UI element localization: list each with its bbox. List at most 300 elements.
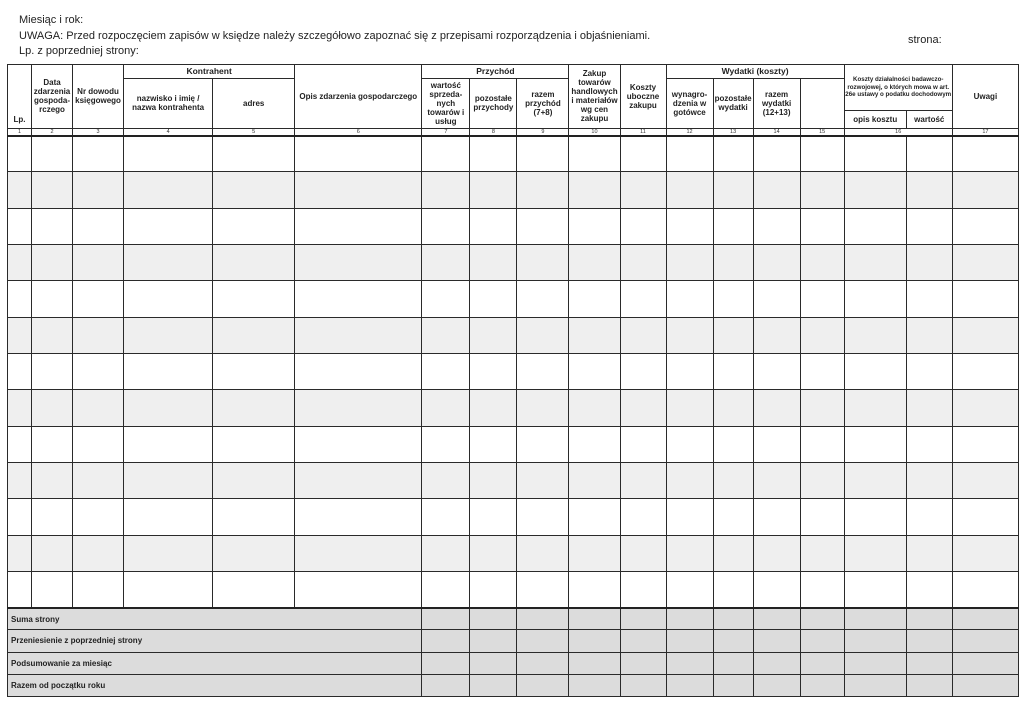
- ledger-entry-cell[interactable]: [713, 571, 753, 607]
- ledger-entry-cell[interactable]: [620, 462, 666, 498]
- ledger-entry-cell[interactable]: [295, 499, 422, 535]
- ledger-entry-cell[interactable]: [666, 172, 713, 208]
- ledger-entry-cell[interactable]: [422, 571, 470, 607]
- summary-cell[interactable]: [422, 652, 470, 674]
- ledger-entry-cell[interactable]: [422, 136, 470, 172]
- ledger-entry-cell[interactable]: [753, 353, 800, 389]
- summary-cell[interactable]: [844, 608, 906, 630]
- col-expenses-group-header: Wydatki (koszty): [666, 65, 844, 79]
- ledger-entry-cell[interactable]: [952, 172, 1018, 208]
- ledger-entry-cell[interactable]: [753, 462, 800, 498]
- ledger-entry-cell[interactable]: [800, 462, 844, 498]
- ledger-entry-cell[interactable]: [952, 353, 1018, 389]
- ledger-entry-cell[interactable]: [906, 353, 952, 389]
- ledger-entry-cell[interactable]: [666, 390, 713, 426]
- summary-cell[interactable]: [952, 652, 1018, 674]
- ledger-entry-cell[interactable]: [422, 390, 470, 426]
- ledger-entry-cell[interactable]: [8, 426, 32, 462]
- summary-cell[interactable]: [666, 630, 713, 652]
- ledger-entry-cell[interactable]: [800, 353, 844, 389]
- ledger-entry-cell[interactable]: [73, 353, 124, 389]
- column-number: 1: [8, 128, 32, 136]
- ledger-entry-cell[interactable]: [32, 136, 73, 172]
- ledger-entry-cell[interactable]: [422, 245, 470, 281]
- ledger-entry-cell[interactable]: [124, 462, 213, 498]
- ledger-entry-cell[interactable]: [295, 281, 422, 317]
- ledger-entry-cell[interactable]: [800, 535, 844, 571]
- ledger-entry-cell[interactable]: [713, 390, 753, 426]
- ledger-entry-cell[interactable]: [124, 172, 213, 208]
- ledger-entry-cell[interactable]: [32, 245, 73, 281]
- ledger-entry-cell[interactable]: [906, 317, 952, 353]
- ledger-entry-cell[interactable]: [753, 281, 800, 317]
- ledger-entry-cell[interactable]: [952, 245, 1018, 281]
- ledger-entry-cell[interactable]: [213, 208, 295, 244]
- ledger-entry-cell[interactable]: [8, 353, 32, 389]
- ledger-entry-cell[interactable]: [470, 172, 517, 208]
- ledger-entry-cell[interactable]: [422, 426, 470, 462]
- summary-cell[interactable]: [844, 674, 906, 696]
- ledger-entry-cell[interactable]: [470, 281, 517, 317]
- ledger-entry-cell[interactable]: [124, 353, 213, 389]
- ledger-entry-cell[interactable]: [569, 353, 620, 389]
- ledger-entry-cell[interactable]: [213, 535, 295, 571]
- ledger-entry-cell[interactable]: [906, 136, 952, 172]
- ledger-entry-cell[interactable]: [906, 208, 952, 244]
- ledger-entry-cell[interactable]: [713, 426, 753, 462]
- ledger-entry-cell[interactable]: [470, 571, 517, 607]
- ledger-entry-cell[interactable]: [124, 245, 213, 281]
- summary-cell[interactable]: [844, 630, 906, 652]
- ledger-entry-cell[interactable]: [124, 571, 213, 607]
- ledger-entry-cell[interactable]: [952, 136, 1018, 172]
- ledger-entry-cell[interactable]: [666, 499, 713, 535]
- ledger-entry-cell[interactable]: [569, 462, 620, 498]
- ledger-entry-cell[interactable]: [620, 390, 666, 426]
- ledger-entry-cell[interactable]: [844, 281, 906, 317]
- ledger-entry-cell[interactable]: [844, 571, 906, 607]
- ledger-entry-cell[interactable]: [753, 172, 800, 208]
- ledger-entry-cell[interactable]: [8, 245, 32, 281]
- ledger-entry-cell[interactable]: [800, 208, 844, 244]
- ledger-entry-cell[interactable]: [753, 499, 800, 535]
- ledger-entry-cell[interactable]: [32, 281, 73, 317]
- ledger-entry-cell[interactable]: [73, 499, 124, 535]
- ledger-entry-cell[interactable]: [952, 317, 1018, 353]
- ledger-entry-cell[interactable]: [713, 317, 753, 353]
- col-expenses-total-header: razem wydatki (12+13): [753, 79, 800, 128]
- page-number-label: strona:: [908, 34, 942, 46]
- ledger-entry-cell[interactable]: [666, 353, 713, 389]
- col-date-header: Data zdarzenia gospoda-rczego: [32, 65, 73, 129]
- ledger-entry-cell[interactable]: [569, 535, 620, 571]
- ledger-entry-cell[interactable]: [713, 281, 753, 317]
- ledger-entry-cell[interactable]: [32, 426, 73, 462]
- ledger-entry-cell[interactable]: [295, 208, 422, 244]
- ledger-entry-cell[interactable]: [844, 535, 906, 571]
- ledger-entry-cell[interactable]: [800, 136, 844, 172]
- ledger-entry-cell[interactable]: [517, 208, 569, 244]
- summary-cell[interactable]: [952, 608, 1018, 630]
- summary-cell[interactable]: [800, 652, 844, 674]
- ledger-entry-cell[interactable]: [952, 462, 1018, 498]
- ledger-entry-cell[interactable]: [952, 390, 1018, 426]
- ledger-entry-cell[interactable]: [713, 172, 753, 208]
- ledger-entry-cell[interactable]: [470, 245, 517, 281]
- ledger-entry-cell[interactable]: [73, 172, 124, 208]
- ledger-entry-cell[interactable]: [470, 499, 517, 535]
- ledger-entry-cell[interactable]: [295, 136, 422, 172]
- ledger-entry-cell[interactable]: [517, 172, 569, 208]
- summary-cell[interactable]: [666, 608, 713, 630]
- ledger-entry-cell[interactable]: [470, 426, 517, 462]
- ledger-entry-cell[interactable]: [844, 462, 906, 498]
- ledger-entry-cell[interactable]: [800, 172, 844, 208]
- column-number: 8: [470, 128, 517, 136]
- ledger-entry-cell[interactable]: [906, 281, 952, 317]
- ledger-entry-cell[interactable]: [569, 208, 620, 244]
- ledger-entry-cell[interactable]: [952, 571, 1018, 607]
- ledger-entry-cell[interactable]: [295, 426, 422, 462]
- ledger-entry-cell[interactable]: [713, 136, 753, 172]
- ledger-entry-cell[interactable]: [800, 571, 844, 607]
- summary-cell[interactable]: [753, 674, 800, 696]
- ledger-entry-cell[interactable]: [713, 535, 753, 571]
- col-doc-no-header: Nr dowodu księgowego: [73, 65, 124, 129]
- ledger-entry-cell[interactable]: [73, 426, 124, 462]
- ledger-entry-cell[interactable]: [213, 390, 295, 426]
- ledger-entry-cell[interactable]: [124, 390, 213, 426]
- ledger-entry-cell[interactable]: [753, 136, 800, 172]
- ledger-entry-cell[interactable]: [753, 535, 800, 571]
- ledger-entry-cell[interactable]: [470, 462, 517, 498]
- ledger-entry-cell[interactable]: [753, 245, 800, 281]
- ledger-entry-cell[interactable]: [8, 172, 32, 208]
- ledger-entry-cell[interactable]: [295, 535, 422, 571]
- summary-cell[interactable]: [470, 630, 517, 652]
- col-research-description-header: opis kosztu: [844, 111, 906, 128]
- ledger-entry-cell[interactable]: [32, 535, 73, 571]
- summary-cell[interactable]: [620, 608, 666, 630]
- ledger-entry-cell[interactable]: [753, 426, 800, 462]
- ledger-entry-cell[interactable]: [213, 245, 295, 281]
- summary-cell[interactable]: [800, 608, 844, 630]
- ledger-entry-cell[interactable]: [517, 317, 569, 353]
- ledger-entry-cell[interactable]: [32, 317, 73, 353]
- ledger-entry-cell[interactable]: [422, 208, 470, 244]
- ledger-entry-cell[interactable]: [517, 136, 569, 172]
- ledger-entry-cell[interactable]: [844, 136, 906, 172]
- ledger-entry-cell[interactable]: [666, 462, 713, 498]
- ledger-entry-cell[interactable]: [952, 499, 1018, 535]
- summary-cell[interactable]: [666, 652, 713, 674]
- col-revenue-sales-header: wartość sprzeda-nych towarów i usług: [422, 79, 470, 128]
- ledger-entry-cell[interactable]: [620, 172, 666, 208]
- ledger-entry-cell[interactable]: [213, 499, 295, 535]
- ledger-entry-cell[interactable]: [124, 426, 213, 462]
- ledger-entry-cell[interactable]: [470, 390, 517, 426]
- ledger-entry-cell[interactable]: [73, 535, 124, 571]
- ledger-entry-cell[interactable]: [32, 390, 73, 426]
- ledger-entry-cell[interactable]: [32, 499, 73, 535]
- ledger-entry-cell[interactable]: [8, 136, 32, 172]
- ledger-entry-cell[interactable]: [666, 571, 713, 607]
- ledger-entry-cell[interactable]: [569, 390, 620, 426]
- ledger-entry-cell[interactable]: [620, 245, 666, 281]
- ledger-entry-cell[interactable]: [8, 499, 32, 535]
- summary-cell[interactable]: [422, 674, 470, 696]
- ledger-entry-cell[interactable]: [517, 535, 569, 571]
- summary-cell[interactable]: [569, 608, 620, 630]
- summary-cell[interactable]: [952, 674, 1018, 696]
- ledger-entry-cell[interactable]: [800, 426, 844, 462]
- summary-cell[interactable]: [422, 630, 470, 652]
- ledger-entry-cell[interactable]: [569, 281, 620, 317]
- ledger-entry-cell[interactable]: [470, 136, 517, 172]
- ledger-entry-cell[interactable]: [906, 535, 952, 571]
- column-number: 11: [620, 128, 666, 136]
- ledger-entry-cell[interactable]: [569, 426, 620, 462]
- ledger-entry-cell[interactable]: [422, 281, 470, 317]
- ledger-entry-cell[interactable]: [213, 426, 295, 462]
- col-contractor-address-header: adres: [213, 79, 295, 128]
- ledger-entry-cell[interactable]: [8, 535, 32, 571]
- summary-cell[interactable]: [470, 674, 517, 696]
- ledger-entry-cell[interactable]: [295, 245, 422, 281]
- entry-rows: [8, 136, 1019, 608]
- summary-cell[interactable]: [906, 674, 952, 696]
- ledger-entry-cell[interactable]: [73, 136, 124, 172]
- ledger-entry-cell[interactable]: [422, 462, 470, 498]
- ledger-entry-cell[interactable]: [620, 208, 666, 244]
- ledger-entry-cell[interactable]: [620, 317, 666, 353]
- summary-label-month-total: Podsumowanie za miesiąc: [8, 652, 422, 674]
- summary-cell[interactable]: [569, 674, 620, 696]
- ledger-entry-cell[interactable]: [517, 571, 569, 607]
- summary-cell[interactable]: [753, 652, 800, 674]
- ledger-entry-cell[interactable]: [906, 172, 952, 208]
- ledger-entry-cell[interactable]: [470, 353, 517, 389]
- ledger-entry-cell[interactable]: [517, 281, 569, 317]
- ledger-entry-cell[interactable]: [906, 571, 952, 607]
- ledger-entry-cell[interactable]: [213, 317, 295, 353]
- ledger-entry-cell[interactable]: [569, 172, 620, 208]
- ledger-entry-cell[interactable]: [666, 208, 713, 244]
- ledger-entry-cell[interactable]: [295, 571, 422, 607]
- ledger-entry-cell[interactable]: [295, 462, 422, 498]
- summary-cell[interactable]: [952, 630, 1018, 652]
- ledger-entry-cell[interactable]: [844, 317, 906, 353]
- ledger-entry-cell[interactable]: [906, 390, 952, 426]
- ledger-entry-cell[interactable]: [295, 390, 422, 426]
- summary-cell[interactable]: [620, 674, 666, 696]
- summary-cell[interactable]: [569, 630, 620, 652]
- summary-cell[interactable]: [517, 652, 569, 674]
- ledger-entry-cell[interactable]: [73, 208, 124, 244]
- ledger-entry-cell[interactable]: [8, 462, 32, 498]
- ledger-entry-cell[interactable]: [8, 390, 32, 426]
- ledger-entry-cell[interactable]: [213, 571, 295, 607]
- ledger-entry-cell[interactable]: [32, 353, 73, 389]
- ledger-entry-cell[interactable]: [952, 535, 1018, 571]
- summary-cell[interactable]: [713, 652, 753, 674]
- ledger-entry-cell[interactable]: [800, 390, 844, 426]
- ledger-entry-cell[interactable]: [422, 317, 470, 353]
- ledger-entry-cell[interactable]: [753, 571, 800, 607]
- ledger-entry-cell[interactable]: [844, 426, 906, 462]
- ledger-entry-cell[interactable]: [8, 281, 32, 317]
- ledger-entry-cell[interactable]: [844, 390, 906, 426]
- ledger-entry-cell[interactable]: [753, 208, 800, 244]
- ledger-entry-cell[interactable]: [470, 208, 517, 244]
- ledger-entry-row: [8, 245, 1019, 281]
- summary-cell[interactable]: [470, 608, 517, 630]
- summary-cell[interactable]: [620, 630, 666, 652]
- summary-cell[interactable]: [422, 608, 470, 630]
- summary-cell[interactable]: [906, 608, 952, 630]
- ledger-entry-cell[interactable]: [569, 317, 620, 353]
- ledger-entry-cell[interactable]: [124, 136, 213, 172]
- ledger-entry-cell[interactable]: [666, 245, 713, 281]
- ledger-entry-cell[interactable]: [73, 571, 124, 607]
- ledger-entry-cell[interactable]: [422, 353, 470, 389]
- ledger-entry-cell[interactable]: [952, 208, 1018, 244]
- ledger-entry-cell[interactable]: [517, 499, 569, 535]
- ledger-entry-cell[interactable]: [800, 245, 844, 281]
- ledger-entry-cell[interactable]: [666, 317, 713, 353]
- ledger-entry-cell[interactable]: [295, 317, 422, 353]
- ledger-entry-cell[interactable]: [213, 136, 295, 172]
- summary-cell[interactable]: [713, 674, 753, 696]
- col-lp-header: Lp.: [8, 65, 32, 129]
- ledger-entry-cell[interactable]: [73, 317, 124, 353]
- summary-cell[interactable]: [753, 608, 800, 630]
- summary-cell[interactable]: [470, 652, 517, 674]
- ledger-entry-cell[interactable]: [666, 535, 713, 571]
- ledger-entry-cell[interactable]: [952, 426, 1018, 462]
- summary-cell[interactable]: [906, 630, 952, 652]
- ledger-entry-cell[interactable]: [213, 281, 295, 317]
- ledger-entry-cell[interactable]: [517, 426, 569, 462]
- summary-cell[interactable]: [620, 652, 666, 674]
- ledger-entry-cell[interactable]: [906, 426, 952, 462]
- ledger-entry-cell[interactable]: [800, 499, 844, 535]
- ledger-entry-cell[interactable]: [32, 208, 73, 244]
- ledger-entry-cell[interactable]: [73, 245, 124, 281]
- ledger-entry-cell[interactable]: [32, 172, 73, 208]
- ledger-entry-cell[interactable]: [666, 426, 713, 462]
- summary-cell[interactable]: [666, 674, 713, 696]
- ledger-entry-cell[interactable]: [844, 353, 906, 389]
- ledger-entry-cell[interactable]: [8, 208, 32, 244]
- ledger-entry-cell[interactable]: [517, 245, 569, 281]
- ledger-entry-cell[interactable]: [906, 462, 952, 498]
- ledger-entry-cell[interactable]: [569, 499, 620, 535]
- summary-cell[interactable]: [713, 630, 753, 652]
- ledger-entry-cell[interactable]: [620, 281, 666, 317]
- ledger-entry-cell[interactable]: [713, 353, 753, 389]
- summary-cell[interactable]: [517, 630, 569, 652]
- summary-cell[interactable]: [800, 674, 844, 696]
- summary-cell[interactable]: [906, 652, 952, 674]
- ledger-entry-row: [8, 426, 1019, 462]
- ledger-entry-cell[interactable]: [713, 462, 753, 498]
- ledger-entry-cell[interactable]: [470, 317, 517, 353]
- ledger-entry-cell[interactable]: [753, 317, 800, 353]
- ledger-entry-cell[interactable]: [800, 281, 844, 317]
- ledger-entry-cell[interactable]: [517, 390, 569, 426]
- ledger-entry-cell[interactable]: [569, 571, 620, 607]
- ledger-entry-cell[interactable]: [620, 535, 666, 571]
- summary-cell[interactable]: [569, 652, 620, 674]
- ledger-entry-cell[interactable]: [666, 281, 713, 317]
- ledger-entry-cell[interactable]: [295, 353, 422, 389]
- ledger-entry-cell[interactable]: [213, 353, 295, 389]
- ledger-entry-cell[interactable]: [517, 353, 569, 389]
- ledger-entry-cell[interactable]: [713, 245, 753, 281]
- ledger-entry-cell[interactable]: [713, 499, 753, 535]
- ledger-entry-cell[interactable]: [8, 571, 32, 607]
- ledger-entry-cell[interactable]: [32, 462, 73, 498]
- ledger-entry-cell[interactable]: [213, 172, 295, 208]
- ledger-entry-cell[interactable]: [422, 172, 470, 208]
- ledger-entry-cell[interactable]: [844, 499, 906, 535]
- ledger-entry-cell[interactable]: [844, 172, 906, 208]
- summary-cell[interactable]: [517, 608, 569, 630]
- ledger-entry-cell[interactable]: [906, 499, 952, 535]
- ledger-entry-cell[interactable]: [124, 535, 213, 571]
- ledger-entry-cell[interactable]: [666, 136, 713, 172]
- summary-cell[interactable]: [753, 630, 800, 652]
- col-remarks-header: Uwagi: [952, 65, 1018, 129]
- ledger-entry-cell[interactable]: [844, 245, 906, 281]
- ledger-entry-cell[interactable]: [620, 499, 666, 535]
- ledger-entry-cell[interactable]: [753, 390, 800, 426]
- ledger-entry-cell[interactable]: [73, 281, 124, 317]
- ledger-entry-cell[interactable]: [32, 571, 73, 607]
- summary-cell[interactable]: [800, 630, 844, 652]
- ledger-entry-cell[interactable]: [952, 281, 1018, 317]
- ledger-entry-cell[interactable]: [422, 499, 470, 535]
- ledger-entry-cell[interactable]: [569, 245, 620, 281]
- ledger-entry-cell[interactable]: [124, 499, 213, 535]
- ledger-entry-cell[interactable]: [470, 535, 517, 571]
- ledger-entry-cell[interactable]: [124, 317, 213, 353]
- ledger-entry-cell[interactable]: [422, 535, 470, 571]
- ledger-entry-cell[interactable]: [844, 208, 906, 244]
- ledger-entry-cell[interactable]: [124, 208, 213, 244]
- ledger-entry-cell[interactable]: [124, 281, 213, 317]
- ledger-entry-cell[interactable]: [295, 172, 422, 208]
- ledger-entry-cell[interactable]: [620, 426, 666, 462]
- ledger-entry-cell[interactable]: [73, 462, 124, 498]
- summary-cell[interactable]: [713, 608, 753, 630]
- ledger-entry-cell[interactable]: [620, 136, 666, 172]
- summary-cell[interactable]: [844, 652, 906, 674]
- ledger-entry-cell[interactable]: [569, 136, 620, 172]
- ledger-entry-row: [8, 208, 1019, 244]
- ledger-entry-cell[interactable]: [73, 390, 124, 426]
- ledger-entry-cell[interactable]: [517, 462, 569, 498]
- ledger-entry-cell[interactable]: [800, 317, 844, 353]
- ledger-entry-cell[interactable]: [213, 462, 295, 498]
- ledger-entry-cell[interactable]: [713, 208, 753, 244]
- summary-cell[interactable]: [517, 674, 569, 696]
- ledger-entry-cell[interactable]: [8, 317, 32, 353]
- ledger-entry-cell[interactable]: [906, 245, 952, 281]
- ledger-entry-cell[interactable]: [620, 571, 666, 607]
- ledger-entry-cell[interactable]: [620, 353, 666, 389]
